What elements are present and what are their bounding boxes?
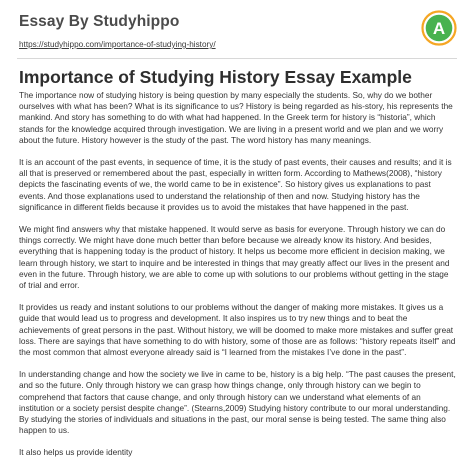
page-title: Importance of Studying History Essay Example	[19, 67, 412, 87]
header-divider	[17, 58, 457, 59]
article-body	[19, 90, 457, 470]
article-url-link[interactable]: https://studyhippo.com/importance-of-studying-history/	[19, 40, 216, 49]
article-paragraph: It also helps us provide identity	[19, 447, 133, 458]
site-brand[interactable]: Essay By Studyhippo	[19, 13, 180, 30]
site-header	[0, 0, 474, 66]
logo-letter: A	[432, 19, 446, 38]
article-paragraph: The importance now of studying history is being question by many especially the students. So, why do we bother ourselves with what has been? What is its significance to us? History is being regarded as his-story, his represents the mankind. And story has something to do with what had happened. In the Greek term for history is “historia”, which stands for the knowledge acquired through investigation. We are living in a present world and we plan and we worry about the future. History however is the study of the past. The word history has many meanings.	[19, 90, 453, 145]
article-paragraph: In understanding change and how the society we live in came to be, history is a big help. “The past causes the present, and so the future. Only through history we can grasp how things change, only through history can we begin to comprehend that factors that cause change, and only through history can we understand what elements of an institution or a society persist despite change”. (Stearns,2009) Studying history contribute to our moral understanding. By studying the stories of individuals and situations in the past, our moral sense is being tested. The same thing also happen to us.	[19, 369, 456, 436]
article-paragraph: It is an account of the past events, in sequence of time, it is the study of past events, their causes and results; and it is all that is preserved or remembered about the past, especially in written form. According to Mathews(2008), “history depicts the fascinating events of we, the world came to be in existence”. So history gives us explanations to past events. And those explanations used to understand the relationship of then and now. Studying history has the significance in different fields because it provides us to avoid the mistakes that have happened in the past.	[19, 157, 452, 212]
article-paragraph: We might find answers why that mistake happened. It would serve as basis for everyone. Through history we can do things correctly. We might have done much better than before because we already know its history. And besides, everything that is happening today is the product of history. It helps us become more efficient in decision making, we learn through history, we start to inquire and be interested in things that may greatly affect our lives in the present and even in the future. Through history, we are able to come up with solutions to our problems without getting in the stage of trial and error.	[19, 224, 450, 291]
studyhippo-logo-icon[interactable]	[421, 10, 457, 46]
article-paragraph: It provides us ready and instant solutions to our problems without the danger of making more mistakes. It gives us a guide that would lead us to progress and development. It also inspires us to try new things and to beat the achievements of great persons in the past. Without history, we will be doomed to make more mistakes and suffer great loss. There are sayings that have something to do with history, some of those are as follows: “history repeats itself” and the most common that almost everyone already said is “I learned from the mistakes I’ve done in the past”.	[19, 302, 456, 358]
